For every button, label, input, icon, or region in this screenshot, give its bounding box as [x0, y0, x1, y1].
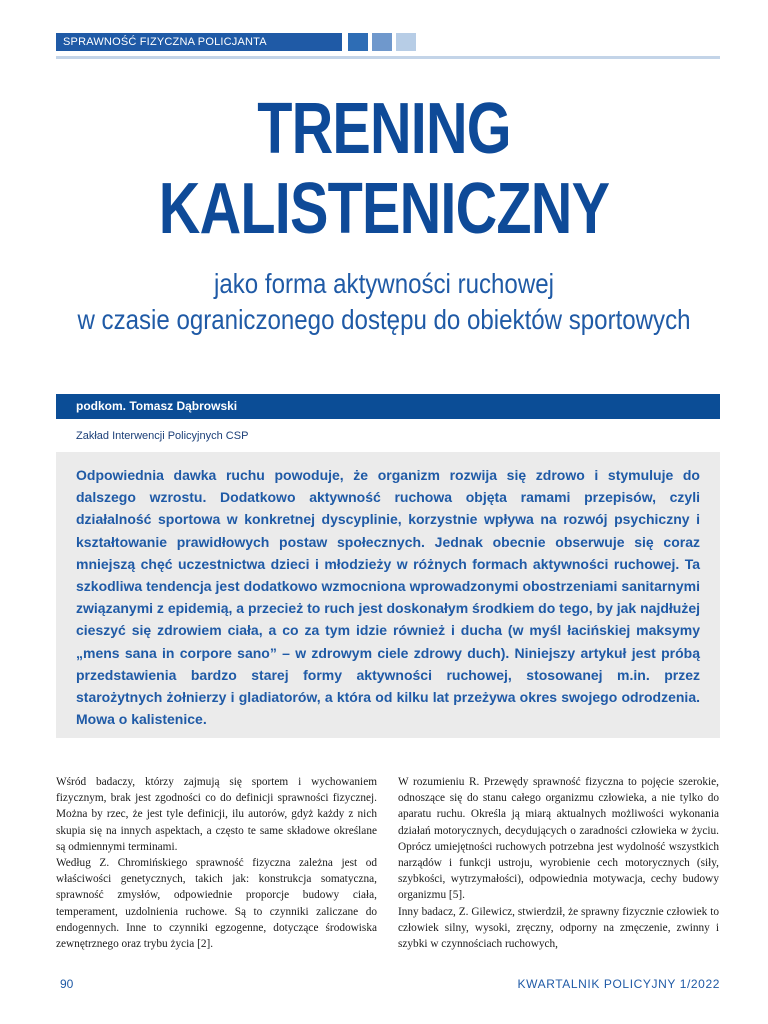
article-title-line1: TRENING: [257, 89, 511, 169]
paragraph: Inny badacz, Z. Gilewicz, stwierdził, że sprawny fizycznie człowiek to człowiek silny, wysoki, zręczny, odporny na zmęczenie, zwinny i szybki w czynnościach ruchowych,: [398, 905, 719, 951]
paragraph: W rozumieniu R. Przewędy sprawność fizyczna to pojęcie szerokie, odnoszące się do stanu całego organizmu człowieka, a nie tylko do aparatu ruchu. Określa ją miarą aktualnych możliwości wykonania działań motorycznych, decydujących o zaradności człowieka w życiu. Oprócz umiejętności ruchowych potrzebna jest wydolność wszystkich narządów i funkcji ustroju, wyrobienie cech motorycznych (siły, szybkości, wytrzymałości), odpowiednia motywacja, cechy budowy organizmu [5].: [398, 776, 719, 902]
paragraph: Wśród badaczy, którzy zajmują się sportem i wychowaniem fizycznym, brak jest zgodności co do definicji sprawności fizycznej. Można by rzec, że jest tyle definicji, ilu autorów, gdyż każdy z nich skupia się na innych aspektach, a często te same składowe określane są odmiennymi terminami.: [56, 776, 377, 853]
journal-name: KWARTALNIK POLICYJNY 1/2022: [517, 977, 720, 991]
body-column-left: [56, 774, 377, 952]
paragraph: Według Z. Chromińskiego sprawność fizyczna zależna jest od właściwości genetycznych, takich jak: konstrukcja somatyczna, sprawność zmysłów, odpowiednie proporcje budowy ciała, temperament, uzdolnienia ruchowe. Są to czynniki zaliczane do endogennych. Inne to czynniki egzogenne, dotyczące środowiska zewnętrznego oraz trybu życia [2].: [56, 857, 377, 951]
abstract-text: Odpowiednia dawka ruchu powoduje, że organizm rozwija się zdrowo i stymuluje do dalszego wzrostu. Dodatkowo aktywność ruchowa objęta ramami przepisów, czyli działalność sportowa w konkretnej dyscyplinie, korzystnie wpływa na rozwój psychiczny i kształtowanie prawidłowych postaw społecznych. Jednak obecnie obserwuje się coraz mniejszą chęć uczestnictwa dzieci i młodzieży w różnych formach aktywności ruchowej. Ta szkodliwa tendencja jest dodatkowo wzmocniona wprowadzonymi obostrzeniami sanitarnymi związanymi z epidemią, a przecież to ruch jest doskonałym środkiem do tego, by jak najdłużej cieszyć się zdrowiem ciała, a co za tym idzie również i ducha (w myśl łacińskiej maksymy „mens sana in corpore sano” – w zdrowym ciele zdrowy duch). Niniejszy artykuł jest próbą przedstawienia bardzo starej formy aktywności ruchowej, stosowanej m.in. przez starożytnych żołnierzy i gladiatorów, a która od kilku lat przeżywa okres swojego odrodzenia. Mowa o kalistenice.: [76, 467, 700, 728]
body-column-right: [398, 774, 719, 952]
decor-square: [372, 33, 392, 51]
decor-square: [348, 33, 368, 51]
page-number: 90: [60, 977, 74, 991]
decor-square: [396, 33, 416, 51]
author-affiliation: Zakład Interwencji Policyjnych CSP: [76, 430, 249, 442]
section-label: SPRAWNOŚĆ FIZYCZNA POLICJANTA: [63, 36, 267, 48]
article-subtitle-line2: w czasie ograniczonego dostępu do obiektów sportowych: [77, 304, 691, 335]
article-subtitle-line1: jako forma aktywności ruchowej: [214, 268, 554, 299]
header-divider: [56, 56, 720, 59]
author-name: podkom. Tomasz Dąbrowski: [76, 399, 238, 413]
article-title-line2: KALISTENICZNY: [158, 169, 610, 249]
